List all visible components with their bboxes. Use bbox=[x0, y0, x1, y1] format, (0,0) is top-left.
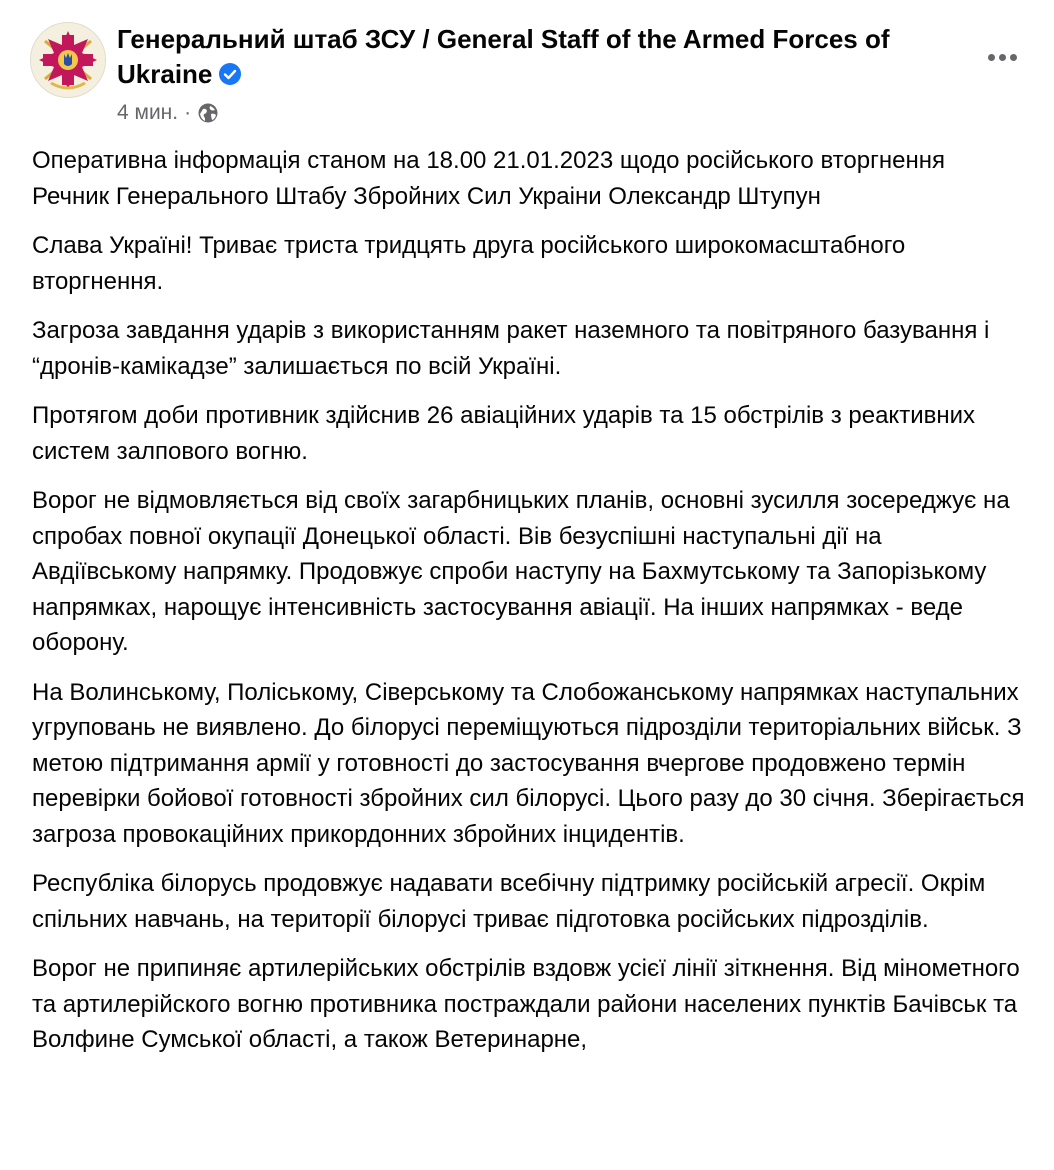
page-name-link[interactable] bbox=[117, 22, 917, 92]
post-timestamp[interactable]: 4 мин. bbox=[117, 101, 179, 124]
post-meta bbox=[117, 98, 219, 128]
post-paragraph: Слава Україні! Триває триста тридцять друга російського широкомасштабного вторгнення. bbox=[32, 232, 906, 295]
post-paragraph-title: Оперативна інформація станом на 18.00 21.01.2023 щодо російського вторгнення bbox=[32, 147, 945, 174]
more-options-button[interactable] bbox=[978, 37, 1026, 77]
post-paragraph: Загроза завдання ударів з використанням ракет наземного та повітряного базування і “дронів-камікадзе” залишається по всій Україні. bbox=[32, 317, 990, 380]
general-staff-emblem-icon bbox=[31, 23, 105, 97]
meta-separator: · bbox=[184, 101, 192, 124]
post-paragraph-spokesperson: Речник Генерального Штабу Збройних Сил Украіни Олександр Штупун bbox=[32, 182, 821, 210]
post-paragraph: На Волинському, Поліському, Сіверському та Слобожанському напрямках наступальних угруповань не виявлено. До білорусі переміщуються підрозділи територіальних військ. З метою підтримання армії у готовності до застосування вчергове продовжено термін перевірки бойової готовності збройних сил білорусі. Цього разу до 30 січня. Зберігається загроза провокаційних прикордонних збройних інцидентів. bbox=[32, 678, 1025, 848]
more-options-dot bbox=[1010, 54, 1017, 61]
post-paragraph: Ворог не відмовляється від своїх загарбницьких планів, основні зусилля зосереджує на спробах повної окупації Донецької області. Вів безуспішні наступальні дії на Авдіївському напрямку. Продовжує спроби наступу на Бахмутському та Запорізькому напрямках, нарощує інтенсивність застосування авіації. На інших напрямках - веде оборону. bbox=[32, 487, 1010, 656]
more-options-dot bbox=[988, 54, 995, 61]
post-paragraph: Ворог не припиняє артилерійських обстрілів вздовж усієї лінії зіткнення. Від мінометного та артилерійского вогню противника постраждали райони населених пунктів Бачівськ та Волфине Сумської області, а також Ветеринарне, bbox=[32, 955, 1020, 1053]
globe-icon[interactable] bbox=[197, 102, 219, 124]
post-header bbox=[0, 0, 1054, 140]
more-options-dot bbox=[999, 54, 1006, 61]
avatar[interactable] bbox=[30, 22, 106, 98]
post-paragraph: Республіка білорусь продовжує надавати всебічну підтримку російській агресії. Окрім спільних навчань, на території білорусі триває підготовка російських підрозділів. bbox=[32, 870, 986, 933]
post-paragraph: Протягом доби противник здійснив 26 авіаційних ударів та 15 обстрілів з реактивних систем залпового вогню. bbox=[32, 402, 976, 465]
verified-badge-icon bbox=[218, 62, 242, 86]
page-name-text: Генеральний штаб ЗСУ / General Staff of the Armed Forces of Ukraine bbox=[117, 24, 890, 89]
post-text bbox=[32, 143, 1032, 1072]
